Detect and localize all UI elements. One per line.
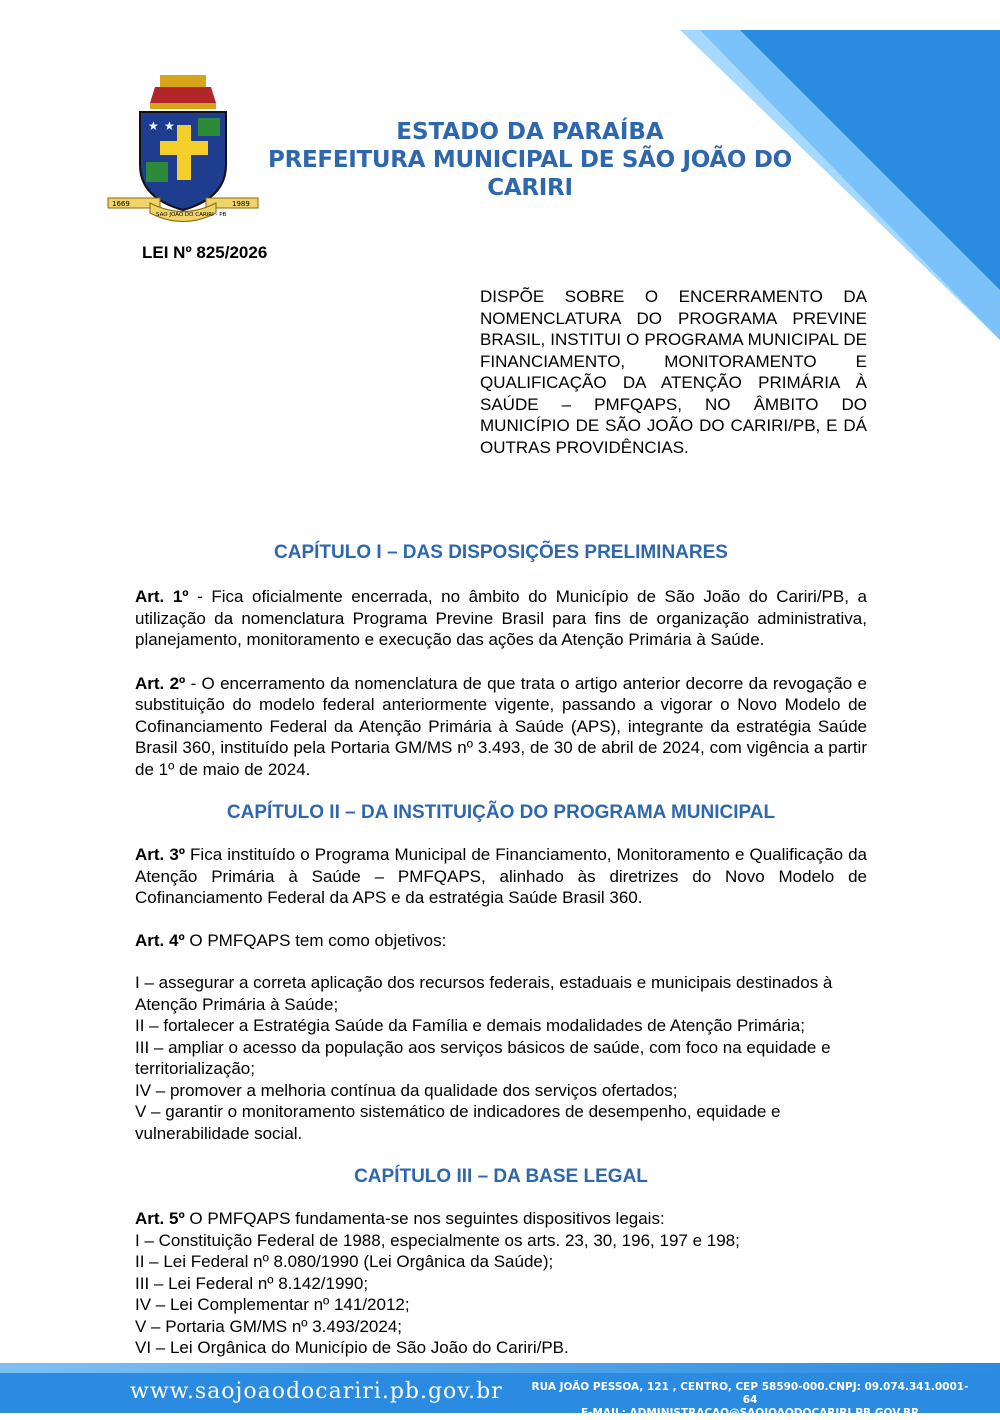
chapter-2-title: CAPÍTULO II – DA INSTITUIÇÃO DO PROGRAMA MUNICIPAL	[226, 802, 776, 823]
list-item: IV – Lei Complementar nº 141/2012;	[135, 1295, 410, 1314]
list-item: VI – Lei Orgânica do Município de São João do Cariri/PB.	[135, 1338, 569, 1357]
article-2-text: - O encerramento da nomenclatura de que trata o artigo anterior decorre da revogação e substituição do modelo federal anteriormente vigente, passando a vigorar o Novo Modelo de Cofinanciamento Federal da Atenção Primária à Saúde (APS), integrante da estratégia Saúde Brasil 360, instituído pela Portaria GM/MS nº 3.493, de 30 de abril de 2024, com vigência a partir de 1º de maio de 2024.	[135, 673, 867, 779]
list-item: IV – promover a melhoria contínua da qualidade dos serviços ofertados;	[135, 1080, 678, 1100]
municipal-crest-icon	[100, 70, 265, 230]
article-3-label: Art. 3º	[135, 845, 185, 864]
law-body	[135, 540, 867, 1359]
chapter-1-title: CAPÍTULO I – DAS DISPOSIÇÕES PRELIMINARES	[274, 542, 728, 563]
page-footer	[0, 1373, 1000, 1419]
article-4-text: O PMFQAPS tem como objetivos:	[184, 930, 447, 950]
article-5-label: Art. 5º	[135, 1209, 185, 1228]
municipality-name: PREFEITURA MUNICIPAL DE SÃO JOÃO DO CARIRI	[268, 147, 792, 201]
article-1-label: Art. 1º	[135, 587, 189, 606]
list-item: II – Lei Federal nº 8.080/1990 (Lei Orgânica da Saúde);	[135, 1252, 554, 1271]
article-2	[135, 673, 867, 781]
article-2-label: Art. 2º	[135, 673, 186, 693]
list-item: II – fortalecer a Estratégia Saúde da Família e demais modalidades de Atenção Primária;	[135, 1016, 805, 1035]
footer-contact	[530, 1381, 970, 1420]
svg-text:★: ★	[164, 119, 175, 133]
law-number: LEI Nº 825/2026	[142, 243, 268, 262]
article-4-label: Art. 4º	[135, 930, 185, 950]
svg-text:★: ★	[148, 119, 159, 133]
article-5	[135, 1208, 867, 1230]
article-4-items	[135, 972, 867, 1144]
footer-stripe	[0, 1363, 1000, 1373]
list-item: I – assegurar a correta aplicação dos recursos federais, estaduais e municipais destinados à Atenção Primária à Saúde;	[135, 973, 833, 1014]
article-1-text: - Fica oficialmente encerrada, no âmbito do Município de São João do Cariri/PB, a utilização da nomenclatura Programa Previne Brasil para fins de organização administrativa, planejamento, monitoramento e execução das ações da Atenção Primária à Saúde.	[135, 587, 867, 649]
article-4	[135, 930, 867, 952]
list-item: V – Portaria GM/MS nº 3.493/2024;	[135, 1316, 403, 1336]
footer-email[interactable]: E-MAIL: ADMINISTRACAO@SAOJOAODOCARIRI.PB.GOV.BR	[580, 1407, 920, 1419]
list-item: III – Lei Federal nº 8.142/1990;	[135, 1273, 369, 1293]
article-1	[135, 586, 867, 651]
crest-ribbon-text: SÃO JOÃO DO CARIRI - PB	[156, 212, 227, 218]
article-5-text: O PMFQAPS fundamenta-se nos seguintes dispositivos legais:	[184, 1209, 665, 1228]
crest-year-left: 1669	[112, 200, 130, 208]
list-item: V – garantir o monitoramento sistemático de indicadores de desempenho, equidade e vulnerabilidade social.	[135, 1102, 781, 1143]
state-name: ESTADO DA PARAÍBA	[396, 119, 664, 145]
footer-website[interactable]: www.saojoaodocariri.pb.gov.br	[130, 1379, 503, 1404]
crest-year-right: 1989	[232, 200, 250, 208]
list-item: I – Constituição Federal de 1988, especialmente os arts. 23, 30, 196, 197 e 198;	[135, 1230, 740, 1250]
list-item: III – ampliar o acesso da população aos serviços básicos de saúde, com foco na equidade e territorialização;	[135, 1037, 831, 1078]
footer-address: RUA JOÃO PESSOA, 121 , CENTRO, CEP 58590-000.CNPJ: 09.074.341.0001-64	[531, 1381, 969, 1406]
chapter-3-title: CAPÍTULO III – DA BASE LEGAL	[354, 1166, 648, 1187]
article-3-text: Fica instituído o Programa Municipal de Financiamento, Monitoramento e Qualificação da Atenção Primária à Saúde – PMFQAPS, alinhado às diretrizes do Novo Modelo de Cofinanciamento Federal da APS e da estratégia Saúde Brasil 360.	[135, 845, 867, 907]
article-5-items	[135, 1230, 867, 1359]
header-titles	[250, 118, 810, 202]
ementa: DISPÕE SOBRE O ENCERRAMENTO DA NOMENCLATURA DO PROGRAMA PREVINE BRASIL, INSTITUI O PROGRAMA MUNICIPAL DE FINANCIAMENTO, MONITORAMENTO E QUALIFICAÇÃO DA ATENÇÃO PRIMÁRIA À SAÚDE – PMFQAPS, NO ÂMBITO DO MUNICÍPIO DE SÃO JOÃO DO CARIRI/PB, E DÁ OUTRAS PROVIDÊNCIAS.	[480, 287, 867, 457]
article-3	[135, 844, 867, 909]
